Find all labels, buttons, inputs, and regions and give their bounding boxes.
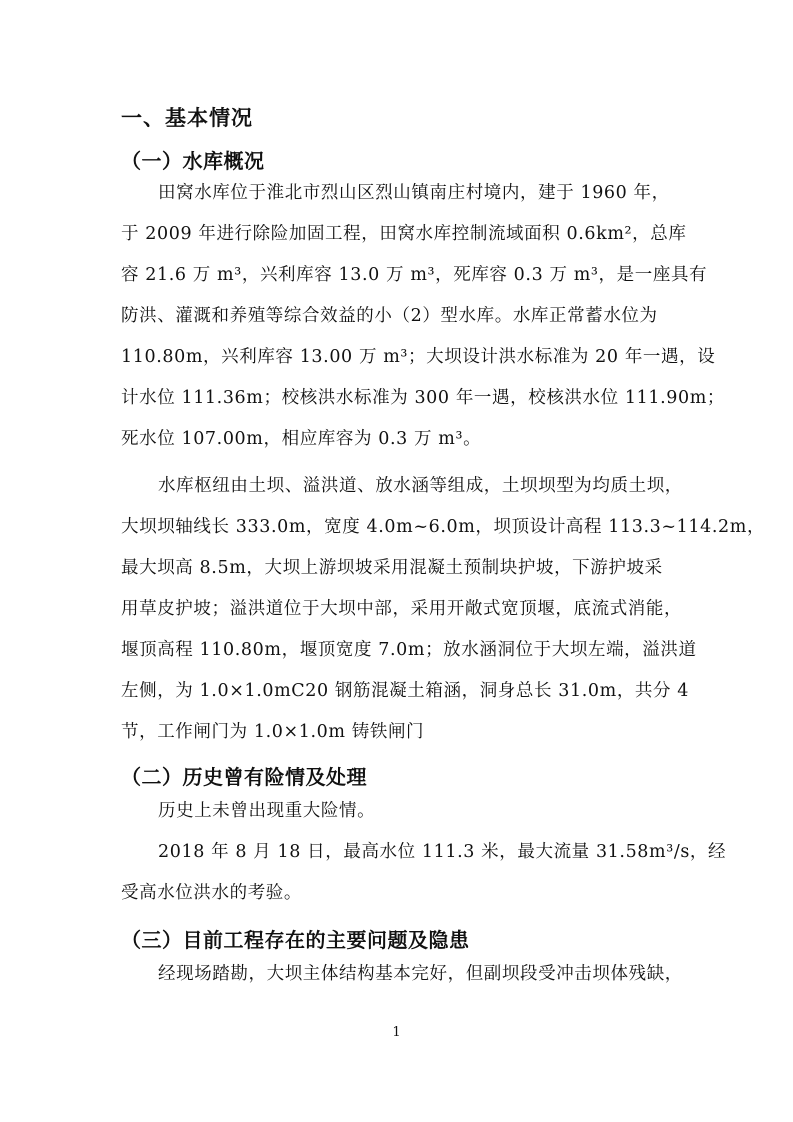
section-title-reservoir-overview: （一）水库概况 <box>121 149 265 173</box>
paragraph-line: 堰顶高程 110.80m，堰顶宽度 7.0m；放水涵洞位于大坝左端，溢洪道 <box>121 640 697 660</box>
section-title-historical-hazards: （二）历史曾有险情及处理 <box>121 765 367 789</box>
paragraph-line: 计水位 111.36m；校核洪水标准为 300 年一遇，校核洪水位 111.90m； <box>121 388 726 408</box>
paragraph-line: 经现场踏勘，大坝主体结构基本完好，但副坝段受冲击坝体残缺， <box>158 964 683 984</box>
paragraph-line: 历史上未曾出现重大险情。 <box>158 801 376 821</box>
page-number: 1 <box>392 1025 401 1040</box>
paragraph-line: 最大坝高 8.5m，大坝上游坝坡采用混凝土预制块护坡，下游护坡采 <box>121 558 663 578</box>
paragraph-line: 容 21.6 万 m³，兴利库容 13.0 万 m³，死库容 0.3 万 m³，是一座具有 <box>121 265 708 285</box>
paragraph-line: 死水位 107.00m，相应库容为 0.3 万 m³。 <box>121 429 482 449</box>
paragraph-line: 田窝水库位于淮北市烈山区烈山镇南庄村境内，建于 1960 年， <box>158 183 670 203</box>
paragraph-line: 用草皮护坡；溢洪道位于大坝中部，采用开敞式宽顶堰，底流式消能， <box>121 599 683 619</box>
paragraph-line: 节，工作闸门为 1.0×1.0m 铸铁闸门 <box>121 722 425 742</box>
paragraph-line: 受高水位洪水的考验。 <box>121 883 302 903</box>
heading-basic-situation: 一、基本情况 <box>121 106 253 130</box>
paragraph-line: 防洪、灌溉和养殖等综合效益的小（2）型水库。水库正常蓄水位为 <box>121 306 658 326</box>
paragraph-line: 大坝坝轴线长 333.0m，宽度 4.0m~6.0m，坝顶设计高程 113.3~114.2m， <box>121 517 766 537</box>
paragraph-line: 于 2009 年进行除险加固工程，田窝水库控制流域面积 0.6km²，总库 <box>121 224 687 244</box>
paragraph-line: 左侧，为 1.0×1.0mC20 钢筋混凝土箱涵，洞身总长 31.0m，共分 4 <box>121 681 690 701</box>
section-title-current-problems: （三）目前工程存在的主要问题及隐患 <box>121 928 470 952</box>
paragraph-line: 水库枢纽由土坝、溢洪道、放水涵等组成，土坝坝型为均质土坝， <box>158 476 683 496</box>
paragraph-line: 110.80m，兴利库容 13.00 万 m³；大坝设计洪水标准为 20 年一遇，设 <box>121 347 716 367</box>
paragraph-line: 2018 年 8 月 18 日，最高水位 111.3 米，最大流量 31.58m³/s，经 <box>158 842 727 862</box>
